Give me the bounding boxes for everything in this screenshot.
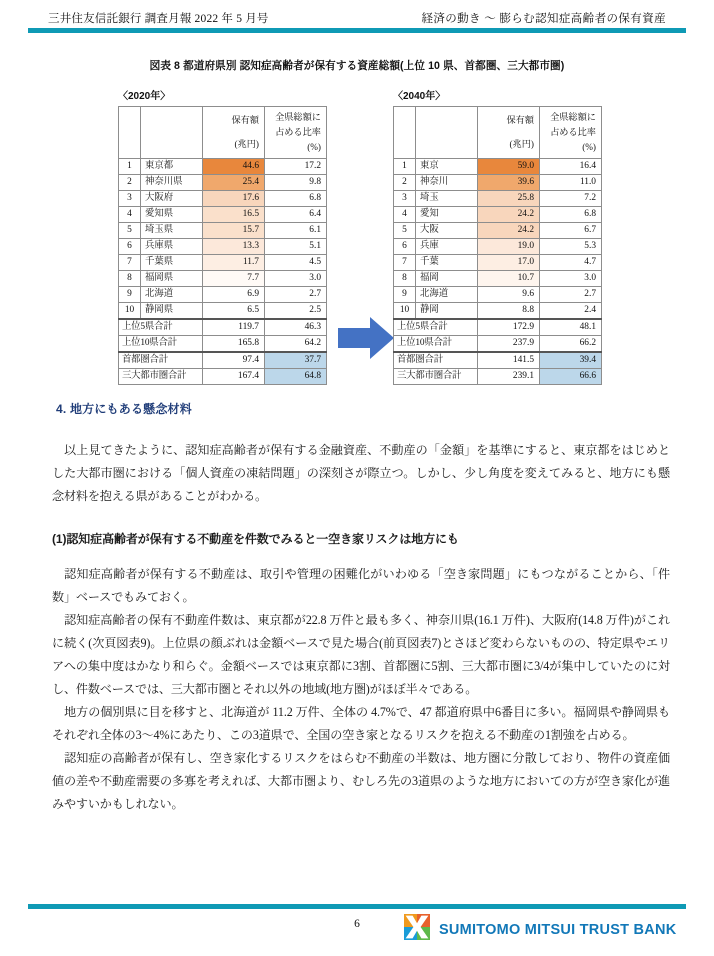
cell-rank: 2 — [119, 175, 141, 191]
cell-summary-label: 首都圏合計 — [394, 352, 478, 369]
smtb-logo-icon — [404, 914, 430, 945]
cell-summary-label: 上位10県合計 — [394, 336, 478, 353]
cell-rank: 7 — [119, 255, 141, 271]
cell-percent: 6.1 — [265, 223, 327, 239]
cell-percent: 3.0 — [265, 271, 327, 287]
figure-panels — [0, 87, 714, 397]
cell-percent: 9.8 — [265, 175, 327, 191]
header-name — [416, 107, 478, 159]
running-head-right: 経済の動き ～ 膨らむ認知症高齢者の保有資産 — [421, 13, 666, 25]
cell-summary-value: 239.1 — [478, 369, 540, 385]
cell-rank: 9 — [394, 287, 416, 303]
header-value-line2: (兆円) — [509, 139, 534, 149]
asset-table-2040 — [393, 106, 602, 385]
table-summary-row — [119, 352, 327, 369]
table-row — [119, 223, 327, 239]
cell-prefecture: 東京 — [416, 159, 478, 175]
header-value — [203, 107, 265, 159]
header-value — [478, 107, 540, 159]
cell-rank: 5 — [119, 223, 141, 239]
cell-value: 19.0 — [478, 239, 540, 255]
header-rule — [28, 28, 686, 33]
cell-rank: 4 — [119, 207, 141, 223]
figure-title: 図表 8 都道府県別 認知症高齢者が保有する資産総額(上位 10 県、首都圏、三大都市圏) — [149, 60, 565, 72]
cell-rank: 2 — [394, 175, 416, 191]
cell-value: 15.7 — [203, 223, 265, 239]
cell-percent: 2.5 — [265, 303, 327, 320]
cell-prefecture: 大阪府 — [141, 191, 203, 207]
table-row — [394, 239, 602, 255]
cell-summary-percent: 66.2 — [540, 336, 602, 353]
panel-caption: 〈2040年〉 — [393, 91, 446, 102]
cell-rank: 5 — [394, 223, 416, 239]
panel-caption: 〈2020年〉 — [118, 91, 171, 102]
table-row — [394, 159, 602, 175]
transition-arrow-icon — [338, 315, 394, 361]
cell-percent: 6.8 — [265, 191, 327, 207]
cell-prefecture: 大阪 — [416, 223, 478, 239]
table-row — [119, 287, 327, 303]
cell-rank: 1 — [119, 159, 141, 175]
cell-percent: 7.2 — [540, 191, 602, 207]
cell-value: 24.2 — [478, 207, 540, 223]
cell-value: 17.6 — [203, 191, 265, 207]
header-pct-line3: (%) — [307, 142, 321, 152]
table-row — [394, 287, 602, 303]
header-name — [141, 107, 203, 159]
cell-prefecture: 兵庫 — [416, 239, 478, 255]
cell-prefecture: 愛知 — [416, 207, 478, 223]
table-summary-row — [394, 319, 602, 336]
header-pct — [540, 107, 602, 159]
header-value-line1: 保有額 — [231, 115, 259, 125]
cell-percent: 4.7 — [540, 255, 602, 271]
cell-summary-value: 97.4 — [203, 352, 265, 369]
paragraph-1: 以上見てきたように、認知症高齢者が保有する金融資産、不動産の「金額」を基準にすると、東京都をはじめとした大都市圏における「個人資産の凍結問題」の深刻さが際立つ。しかし、少し角度を変えてみると、地方にも懸念材料を抱える県があることがわかる。 — [52, 443, 670, 503]
cell-value: 13.3 — [203, 239, 265, 255]
cell-prefecture: 埼玉県 — [141, 223, 203, 239]
table-row — [119, 303, 327, 320]
cell-prefecture: 北海道 — [416, 287, 478, 303]
table-row — [119, 255, 327, 271]
cell-summary-percent: 64.8 — [265, 369, 327, 385]
table-row — [119, 239, 327, 255]
cell-prefecture: 兵庫県 — [141, 239, 203, 255]
cell-summary-percent: 48.1 — [540, 319, 602, 336]
cell-prefecture: 福岡県 — [141, 271, 203, 287]
asset-table-2020 — [118, 106, 327, 385]
header-pct-line1: 全県総額に — [275, 112, 321, 122]
cell-prefecture: 千葉 — [416, 255, 478, 271]
header-rank — [119, 107, 141, 159]
cell-value: 9.6 — [478, 287, 540, 303]
table-row — [394, 207, 602, 223]
table-summary-row — [394, 352, 602, 369]
cell-rank: 3 — [119, 191, 141, 207]
cell-summary-label: 三大都市圏合計 — [394, 369, 478, 385]
cell-rank: 7 — [394, 255, 416, 271]
cell-percent: 11.0 — [540, 175, 602, 191]
cell-prefecture: 神奈川県 — [141, 175, 203, 191]
cell-prefecture: 静岡 — [416, 303, 478, 320]
table-header — [394, 107, 602, 159]
table-row — [394, 191, 602, 207]
running-head-left: 三井住友信託銀行 調査月報 2022 年 5 月号 — [48, 13, 269, 25]
cell-value: 6.9 — [203, 287, 265, 303]
page-footer — [0, 914, 714, 948]
cell-value: 59.0 — [478, 159, 540, 175]
table-summary-row — [119, 369, 327, 385]
table-row — [394, 255, 602, 271]
cell-summary-value: 165.8 — [203, 336, 265, 353]
cell-prefecture: 神奈川 — [416, 175, 478, 191]
cell-rank: 9 — [119, 287, 141, 303]
cell-summary-label: 三大都市圏合計 — [119, 369, 203, 385]
cell-summary-value: 237.9 — [478, 336, 540, 353]
paragraph-5: 認知症の高齢者が保有し、空き家化するリスクをはらむ不動産の半数は、地方圏に分散しており、物件の資産価値の差や不動産需要の多寡を考えれば、大都市圏より、むしろ先の3道県のような地方においての方が空き家化が進みやすいかもしれない。 — [52, 751, 670, 811]
paragraph-4: 地方の個別県に目を移すと、北海道が 11.2 万件、全体の 4.7%で、47 都道府県中6番目に多い。福岡県や静岡県もそれぞれ全体の3～4%にあたり、この3道県で、全国の空き家となるリスクを抱える不動産の1割強を占める。 — [52, 705, 670, 742]
cell-value: 24.2 — [478, 223, 540, 239]
cell-percent: 2.4 — [540, 303, 602, 320]
page-number: 6 — [354, 918, 360, 930]
cell-rank: 3 — [394, 191, 416, 207]
cell-percent: 6.4 — [265, 207, 327, 223]
cell-prefecture: 埼玉 — [416, 191, 478, 207]
cell-value: 25.8 — [478, 191, 540, 207]
cell-summary-percent: 66.6 — [540, 369, 602, 385]
cell-summary-value: 172.9 — [478, 319, 540, 336]
table-body-2040 — [394, 159, 602, 385]
header-pct-line3: (%) — [582, 142, 596, 152]
cell-prefecture: 北海道 — [141, 287, 203, 303]
cell-prefecture: 静岡県 — [141, 303, 203, 320]
cell-rank: 6 — [119, 239, 141, 255]
figure-8 — [0, 58, 714, 397]
panel-2020 — [118, 87, 327, 385]
cell-prefecture: 東京都 — [141, 159, 203, 175]
cell-prefecture: 愛知県 — [141, 207, 203, 223]
cell-value: 6.5 — [203, 303, 265, 320]
header-rank — [394, 107, 416, 159]
cell-rank: 10 — [119, 303, 141, 320]
cell-prefecture: 千葉県 — [141, 255, 203, 271]
cell-percent: 2.7 — [265, 287, 327, 303]
cell-rank: 4 — [394, 207, 416, 223]
table-row — [119, 175, 327, 191]
table-row — [119, 207, 327, 223]
article-body — [0, 400, 714, 816]
header-pct-line1: 全県総額に — [550, 112, 596, 122]
table-summary-row — [119, 336, 327, 353]
panel-2040 — [393, 87, 602, 385]
cell-value: 17.0 — [478, 255, 540, 271]
cell-rank: 6 — [394, 239, 416, 255]
header-row — [119, 107, 327, 159]
cell-value: 44.6 — [203, 159, 265, 175]
cell-value: 11.7 — [203, 255, 265, 271]
table-row — [119, 191, 327, 207]
header-pct-line2: 占める比率 — [550, 127, 596, 137]
table-body-2020 — [119, 159, 327, 385]
cell-summary-percent: 64.2 — [265, 336, 327, 353]
cell-percent: 6.8 — [540, 207, 602, 223]
table-row — [394, 271, 602, 287]
sub-heading: (1)認知症高齢者が保有する不動産を件数でみると一空き家リスクは地方にも — [52, 532, 459, 546]
cell-value: 39.6 — [478, 175, 540, 191]
paragraph-2: 認知症高齢者が保有する不動産は、取引や管理の困難化がいわゆる「空き家問題」にもつながることから、「件数」ベースでもみておく。 — [52, 567, 670, 604]
table-summary-row — [119, 319, 327, 336]
cell-summary-label: 上位5県合計 — [394, 319, 478, 336]
header-pct — [265, 107, 327, 159]
cell-summary-label: 首都圏合計 — [119, 352, 203, 369]
header-value-line1: 保有額 — [506, 115, 534, 125]
table-row — [394, 175, 602, 191]
cell-rank: 1 — [394, 159, 416, 175]
cell-value: 10.7 — [478, 271, 540, 287]
cell-summary-label: 上位10県合計 — [119, 336, 203, 353]
table-row — [394, 303, 602, 320]
cell-summary-percent: 46.3 — [265, 319, 327, 336]
cell-summary-value: 141.5 — [478, 352, 540, 369]
cell-percent: 17.2 — [265, 159, 327, 175]
cell-value: 8.8 — [478, 303, 540, 320]
table-header — [119, 107, 327, 159]
running-head — [48, 10, 666, 26]
table-summary-row — [394, 369, 602, 385]
cell-summary-label: 上位5県合計 — [119, 319, 203, 336]
section-heading: 4. 地方にもある懸念材料 — [56, 402, 192, 416]
cell-summary-value: 119.7 — [203, 319, 265, 336]
table-row — [119, 271, 327, 287]
paragraph-3: 認知症高齢者の保有不動産件数は、東京都が22.8 万件と最も多く、神奈川県(16.1 万件)、大阪府(14.8 万件)がこれに続く(次頁図表9)。上位県の顔ぶれは金額ベースで見た場合(前頁図表7)とさほど変わらないものの、特定県やエリアへの集中度はかなり和らぐ。金額ベースでは東京都に3割、首都圏に5割、三大都市圏に3/4が集中していたのに対し、件数ベースでは、三大都市圏とそれ以外の地域(地方圏)がほぼ半々である。 — [52, 613, 670, 696]
header-row — [394, 107, 602, 159]
table-row — [119, 159, 327, 175]
cell-value: 16.5 — [203, 207, 265, 223]
cell-summary-percent: 39.4 — [540, 352, 602, 369]
cell-rank: 10 — [394, 303, 416, 320]
cell-value: 7.7 — [203, 271, 265, 287]
cell-percent: 2.7 — [540, 287, 602, 303]
cell-percent: 6.7 — [540, 223, 602, 239]
header-pct-line2: 占める比率 — [275, 127, 321, 137]
table-row — [394, 223, 602, 239]
cell-prefecture: 福岡 — [416, 271, 478, 287]
cell-rank: 8 — [119, 271, 141, 287]
cell-summary-percent: 37.7 — [265, 352, 327, 369]
cell-rank: 8 — [394, 271, 416, 287]
cell-percent: 16.4 — [540, 159, 602, 175]
cell-percent: 3.0 — [540, 271, 602, 287]
brand-name: SUMITOMO MITSUI TRUST BANK — [439, 921, 677, 938]
cell-summary-value: 167.4 — [203, 369, 265, 385]
footer-rule — [28, 904, 686, 909]
cell-percent: 5.1 — [265, 239, 327, 255]
cell-percent: 5.3 — [540, 239, 602, 255]
cell-value: 25.4 — [203, 175, 265, 191]
header-value-line2: (兆円) — [234, 139, 259, 149]
cell-percent: 4.5 — [265, 255, 327, 271]
table-summary-row — [394, 336, 602, 353]
brand-lockup — [404, 914, 676, 945]
